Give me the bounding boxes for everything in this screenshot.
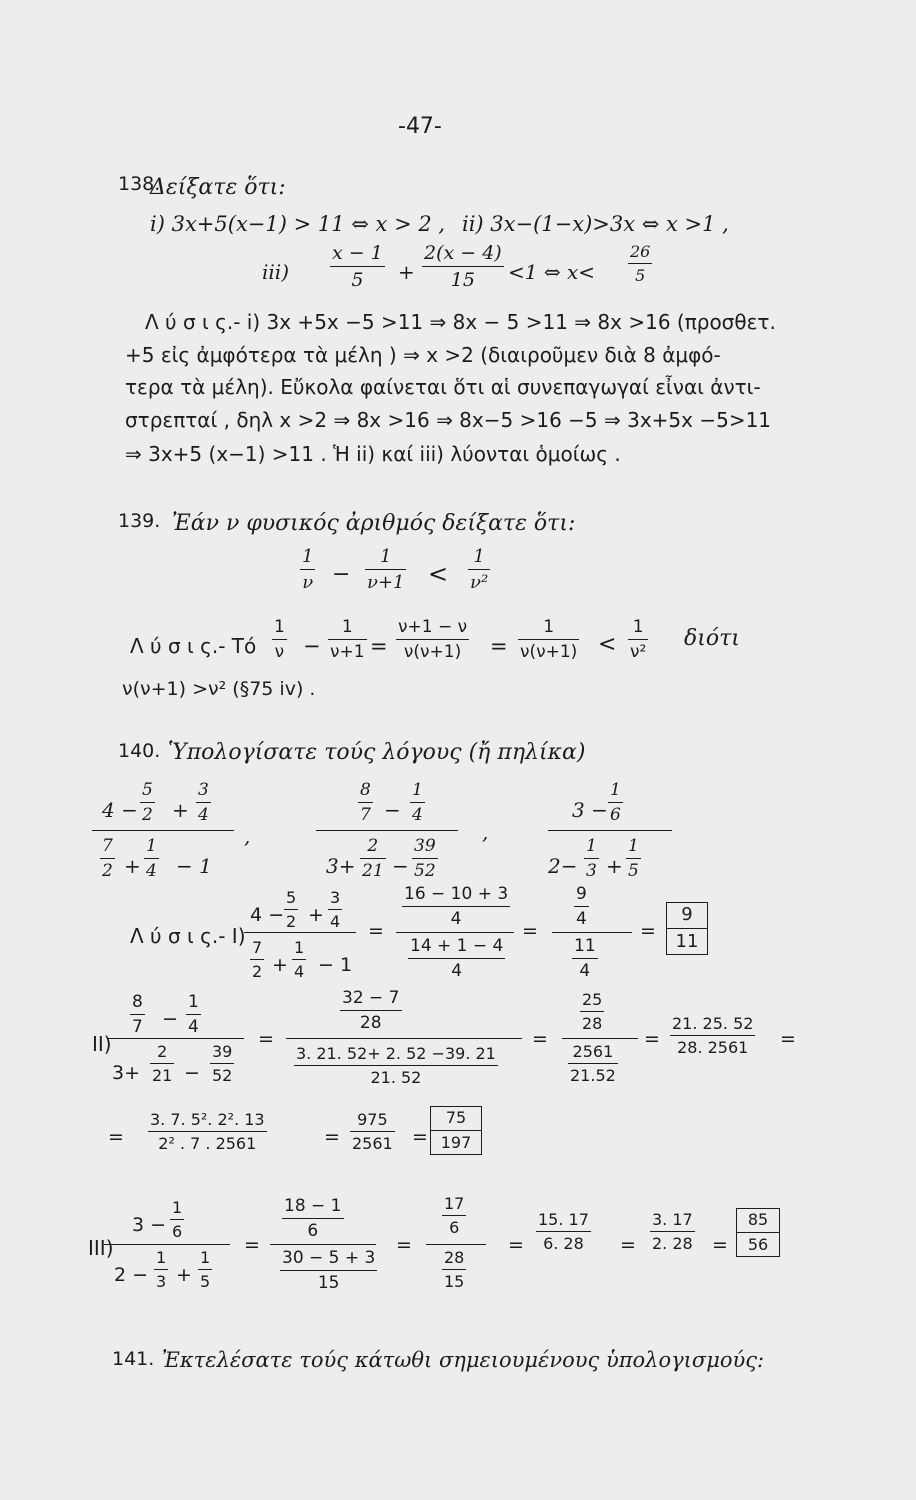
C-top-a: 3 − bbox=[572, 798, 608, 822]
I-left-bottom-tail: − 1 bbox=[318, 954, 353, 976]
139-lt: < bbox=[428, 560, 449, 588]
III-step-fraction-2: $\frac{3. 17}{2. 28}$ bbox=[652, 1210, 693, 1253]
III-eq-4: = bbox=[620, 1234, 636, 1256]
II-left-bottom-minus: − bbox=[184, 1062, 200, 1084]
A-top-plus: + bbox=[172, 798, 189, 822]
B-top-fraction-2: $\frac{1}{4}$ bbox=[412, 780, 423, 825]
III-step-fraction-1: $\frac{15. 17}{6. 28}$ bbox=[538, 1210, 589, 1253]
III-left-bottom-fraction-1: $\frac{1}{3}$ bbox=[156, 1248, 167, 1291]
II-result-box: 75 197 bbox=[430, 1106, 482, 1155]
I-eq-1: = bbox=[368, 920, 384, 942]
II-eq-2: = bbox=[532, 1028, 548, 1050]
II-line2-fraction-1: $\frac{\text{3. 7. 5². 2². 13}}{\text{2² . 7 . 2561}}$ bbox=[150, 1110, 265, 1153]
III-middle-top-fraction: $\frac{18 - 1}{6}$ bbox=[284, 1196, 342, 1241]
I-left-bottom-plus: + bbox=[272, 954, 288, 976]
I-middle-top-fraction: $\frac{16 - 10 + 3}{4}$ bbox=[404, 884, 509, 929]
B-top-minus: − bbox=[384, 798, 401, 822]
C-bottom-plus: + bbox=[606, 854, 623, 878]
139-sol-fraction-4: $\frac{1}{\nu(\nu+1)}$ bbox=[520, 617, 578, 662]
II-line2-eq: = bbox=[108, 1126, 124, 1148]
iii-fraction-2: $\frac{2(x - 4)}{15}$ bbox=[424, 242, 502, 291]
B-bottom-minus: − bbox=[392, 854, 409, 878]
I-left-rule bbox=[244, 932, 356, 933]
iii-plus: + bbox=[398, 260, 415, 284]
iii-fraction-3: $\frac{26}{5}$ bbox=[630, 242, 651, 285]
I-right-bottom-fraction: $\frac{11}{4}$ bbox=[574, 936, 596, 981]
I-left-bottom-fraction-2: $\frac{1}{4}$ bbox=[294, 938, 305, 981]
problem-138-item-i: i) 3x+5(x−1) > 11 ⇔ x > 2 , bbox=[150, 212, 446, 236]
III-eq-5: = bbox=[712, 1234, 728, 1256]
139-sol-fraction-2: $\frac{1}{\nu+1}$ bbox=[330, 617, 365, 662]
problem-138-title: Δείξατε ὅτι: bbox=[150, 175, 286, 200]
I-left-top-fraction-1: $\frac{5}{2}$ bbox=[286, 888, 297, 931]
problem-140-label: 140. bbox=[118, 740, 161, 762]
II-eq-1: = bbox=[258, 1028, 274, 1050]
139-fraction-2: $\frac{1}{\nu+1}$ bbox=[367, 546, 405, 593]
III-eq-1: = bbox=[244, 1234, 260, 1256]
139-sol-lt: < bbox=[598, 632, 617, 657]
III-right-rule bbox=[426, 1244, 486, 1245]
139-sol-fraction-1: $\frac{1}{\nu}$ bbox=[274, 617, 285, 662]
B-comma: , bbox=[482, 820, 489, 844]
iii-tail: <1 ⇔ x< bbox=[508, 260, 595, 284]
II-left-top-fraction-2: $\frac{1}{4}$ bbox=[188, 992, 199, 1037]
problem-138-solution-line-4: στρεπταί , δηλ x >2 ⇒ 8x >16 ⇒ 8x−5 >16 −5 ⇒ 3x+5x −5>11 bbox=[125, 408, 772, 432]
C-bottom-a: 2− bbox=[548, 854, 578, 878]
III-eq-2: = bbox=[396, 1234, 412, 1256]
III-left-rule bbox=[104, 1244, 230, 1245]
B-bottom-fraction-1: $\frac{2}{21}$ bbox=[362, 836, 384, 881]
B-bottom-a: 3+ bbox=[326, 854, 356, 878]
B-bottom-fraction-2: $\frac{39}{52}$ bbox=[414, 836, 436, 881]
139-dioti: διότι bbox=[684, 626, 740, 651]
II-eq-4: = bbox=[780, 1028, 796, 1050]
139-fraction-3: $\frac{1}{\text{ν²}}$ bbox=[470, 546, 489, 593]
problem-139-title: Ἐάν ν φυσικός ἀριθμός δείξατε ὅτι: bbox=[172, 511, 576, 536]
A-bottom-fraction-1: $\frac{7}{2}$ bbox=[102, 836, 113, 881]
III-left-top-fraction: $\frac{1}{6}$ bbox=[172, 1198, 183, 1241]
139-minus: − bbox=[332, 562, 351, 587]
A-top-fraction-1: $\frac{5}{2}$ bbox=[142, 780, 153, 825]
I-result-box: 9 11 bbox=[666, 902, 708, 955]
problem-138-item-ii: ii) 3x−(1−x)>3x ⇔ x >1 , bbox=[462, 212, 729, 236]
III-left-bottom-fraction-2: $\frac{1}{5}$ bbox=[200, 1248, 211, 1291]
II-line2-eq-2: = bbox=[324, 1126, 340, 1148]
I-left-top-fraction-2: $\frac{3}{4}$ bbox=[330, 888, 341, 931]
I-left-top-a: 4 − bbox=[250, 904, 285, 926]
II-line2-eq-3: = bbox=[412, 1126, 428, 1148]
II-middle-bottom-fraction: $\frac{3. 21. 52+ 2. 52 -39. 21}{21. 52}$ bbox=[296, 1044, 496, 1087]
problem-138-solution-line-1: Λ ύ σ ι ς.- i) 3x +5x −5 >11 ⇒ 8x − 5 >11 ⇒ 8x >16 (προσθετ. bbox=[145, 310, 776, 334]
B-main-rule bbox=[316, 830, 458, 831]
problem-141-label: 141. bbox=[112, 1348, 155, 1370]
I-right-rule bbox=[552, 932, 632, 933]
II-left-top-minus: − bbox=[162, 1008, 178, 1030]
iii-fraction-1: $\frac{x - 1}{5}$ bbox=[332, 242, 383, 291]
problem-138-label: 138. bbox=[118, 173, 161, 195]
problem-138-solution-line-3: τερα τὰ μέλη). Εὔκολα φαίνεται ὅτι αἱ συνεπαγωγαί εἶναι ἀντι- bbox=[125, 375, 761, 399]
II-middle-top-fraction: $\frac{32 - 7}{28}$ bbox=[342, 988, 400, 1033]
C-bottom-fraction-2: $\frac{1}{5}$ bbox=[628, 836, 639, 881]
I-left-bottom-fraction-1: $\frac{7}{2}$ bbox=[252, 938, 263, 981]
II-line2-fraction-2: $\frac{975}{2561}$ bbox=[352, 1110, 393, 1153]
A-comma: , bbox=[244, 824, 251, 848]
problem-138-solution-line-5: ⇒ 3x+5 (x−1) >11 . Ἡ ii) καί iii) λύονται ὁμοίως . bbox=[125, 442, 621, 466]
A-bottom-plus: + bbox=[124, 854, 141, 878]
III-eq-3: = bbox=[508, 1234, 524, 1256]
139-sol-fraction-5: $\frac{1}{\text{ν²}}$ bbox=[630, 617, 647, 662]
A-main-rule bbox=[92, 830, 234, 831]
II-step-fraction: $\frac{21. 25. 52}{28. 2561}$ bbox=[672, 1014, 754, 1057]
II-left-bottom-fraction-2: $\frac{39}{52}$ bbox=[212, 1042, 233, 1085]
II-right-bottom-fraction: $\frac{2561}{21.52}$ bbox=[570, 1042, 616, 1085]
I-middle-rule bbox=[396, 932, 514, 933]
I-eq-2: = bbox=[522, 920, 538, 942]
139-sol-minus: − bbox=[303, 634, 321, 658]
problem-141-title: Ἐκτελέσατε τούς κάτωθι σημειουμένους ὑπολογισμούς: bbox=[162, 1348, 765, 1372]
problem-138-solution-line-2: +5 εἰς ἀμφότερα τὰ μέλη ) ⇒ x >2 (διαιροῦμεν διὰ 8 ἀμφό- bbox=[125, 343, 721, 367]
III-left-bottom-plus: + bbox=[176, 1264, 192, 1286]
III-label: III) bbox=[88, 1236, 114, 1260]
140-solution-label: Λ ύ σ ι ς.- I) bbox=[130, 924, 246, 948]
139-solution-line-2: ν(ν+1) >ν² (§75 iv) . bbox=[122, 678, 316, 700]
I-left-top-plus: + bbox=[308, 904, 324, 926]
II-eq-3: = bbox=[644, 1028, 660, 1050]
I-right-top-fraction: $\frac{9}{4}$ bbox=[576, 884, 587, 929]
II-left-rule bbox=[108, 1038, 244, 1039]
C-bottom-fraction-1: $\frac{1}{3}$ bbox=[586, 836, 597, 881]
C-top-fraction: $\frac{1}{6}$ bbox=[610, 780, 621, 825]
139-sol-eq-2: = bbox=[490, 634, 508, 658]
III-right-top-fraction: $\frac{17}{6}$ bbox=[444, 1194, 465, 1237]
II-left-bottom-fraction-1: $\frac{2}{21}$ bbox=[152, 1042, 173, 1085]
III-left-top-a: 3 − bbox=[132, 1214, 167, 1236]
III-left-bottom-a: 2 − bbox=[114, 1264, 149, 1286]
139-fraction-1: $\frac{1}{\nu}$ bbox=[302, 546, 314, 593]
I-eq-3: = bbox=[640, 920, 656, 942]
139-sol-eq-1: = bbox=[370, 634, 388, 658]
II-left-top-fraction-1: $\frac{8}{7}$ bbox=[132, 992, 143, 1037]
139-sol-fraction-3: $\frac{\nu+1 - \nu}{\nu(\nu+1)}$ bbox=[398, 617, 468, 662]
I-middle-bottom-fraction: $\frac{14 + 1 - 4}{4}$ bbox=[410, 936, 504, 981]
A-top-a: 4 − bbox=[102, 798, 138, 822]
C-main-rule bbox=[548, 830, 672, 831]
II-middle-rule bbox=[286, 1038, 522, 1039]
II-right-rule bbox=[562, 1038, 638, 1039]
II-label: II) bbox=[92, 1032, 112, 1056]
III-middle-bottom-fraction: $\frac{30 - 5 + 3}{15}$ bbox=[282, 1248, 376, 1293]
II-right-top-fraction: $\frac{25}{28}$ bbox=[582, 990, 603, 1033]
A-top-fraction-2: $\frac{3}{4}$ bbox=[198, 780, 209, 825]
II-left-bottom-a: 3+ bbox=[112, 1062, 141, 1084]
III-right-bottom-fraction: $\frac{28}{15}$ bbox=[444, 1248, 465, 1291]
problem-140-title: Ὑπολογίσατε τούς λόγους (ἤ πηλίκα) bbox=[168, 740, 586, 765]
page-number: -47- bbox=[398, 114, 442, 139]
B-top-fraction-1: $\frac{8}{7}$ bbox=[360, 780, 371, 825]
problem-138-item-iii-label: iii) bbox=[262, 260, 289, 284]
problem-139-label: 139. bbox=[118, 510, 161, 532]
139-solution-label: Λ ύ σ ι ς.- Τό bbox=[130, 634, 257, 658]
A-bottom-fraction-2: $\frac{1}{4}$ bbox=[146, 836, 157, 881]
III-result-box: 85 56 bbox=[736, 1208, 780, 1257]
A-bottom-tail: − 1 bbox=[176, 854, 212, 878]
III-middle-rule bbox=[270, 1244, 376, 1245]
